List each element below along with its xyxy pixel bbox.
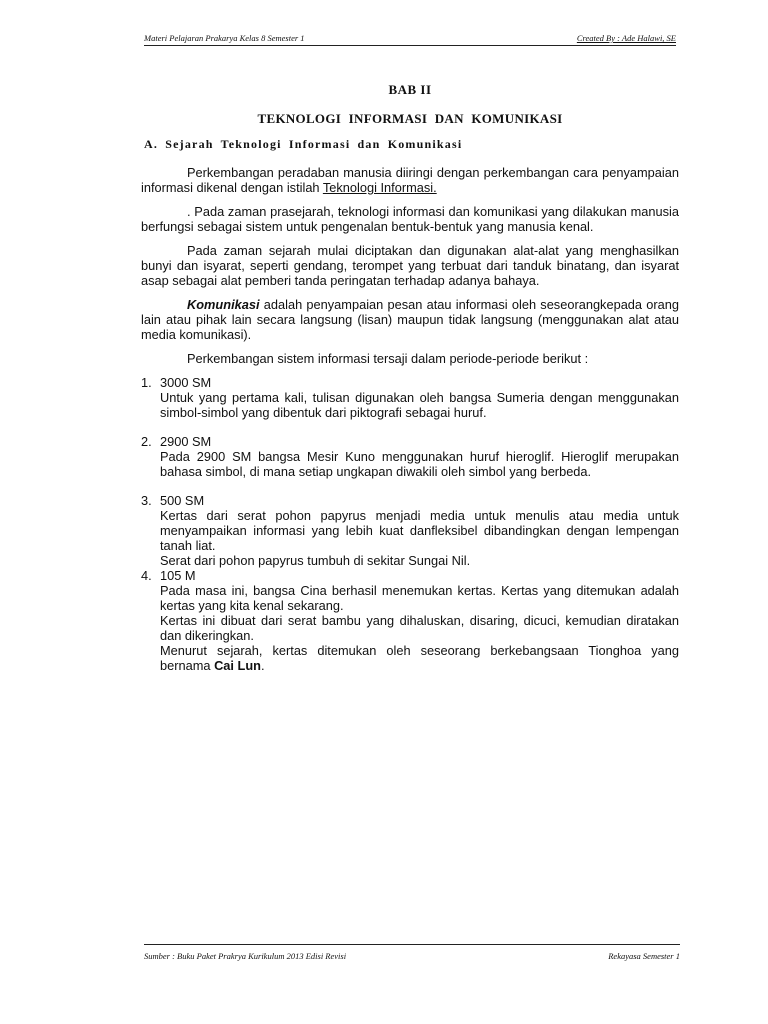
paragraph-5: Perkembangan sistem informasi tersaji dalam periode-periode berikut : <box>187 351 589 366</box>
list-period: 500 SM <box>160 493 205 508</box>
name-cai-lun: Cai Lun <box>214 658 261 673</box>
page-title: TEKNOLOGI INFORMASI DAN KOMUNIKASI <box>257 111 563 126</box>
list-item-4 <box>141 568 679 673</box>
list-period: 2900 SM <box>160 434 212 449</box>
list-text: Pada masa ini, bangsa Cina berhasil menemukan kertas. Kertas yang ditemukan adalah kertas yang kita kenal sekarang. <box>160 583 679 613</box>
list-text: Kertas dari serat pohon papyrus menjadi media untuk menulis atau media untuk menyampaikan informasi yang lebih kuat danfleksibel dibandingkan dengan lempengan tanah liat. <box>160 508 679 553</box>
list-text: Pada 2900 SM bangsa Mesir Kuno menggunakan huruf hieroglif. Hieroglif merupakan bahasa simbol, di mana setiap ungkapan diwakili oleh simbol yang berbeda. <box>160 449 679 479</box>
list-text <box>141 643 679 673</box>
paragraph-4 <box>141 297 679 342</box>
header-left-text: Materi Pelajaran Prakarya Kelas 8 Semester 1 <box>144 33 305 43</box>
footer-right-text: Rekayasa Semester 1 <box>608 951 680 961</box>
list-text: Kertas ini dibuat dari serat bambu yang dihaluskan, disaring, dicuci, kemudian diratakan dan dikeringkan. <box>160 613 679 643</box>
list-number: 1. <box>141 375 152 390</box>
paragraph-4-text: adalah penyampaian pesan atau informasi oleh seseorangkepada orang lain atau pihak lain secara langsung (lisan) maupun tidak langsung (menggunakan alat atau media komunikasi). <box>141 297 679 342</box>
paragraph-1 <box>141 165 679 195</box>
term-komunikasi: Komunikasi <box>187 297 260 312</box>
list-number: 2. <box>141 434 152 449</box>
chapter-label: BAB II <box>388 82 432 97</box>
term-teknologi-informasi: Teknologi Informasi. <box>322 180 437 195</box>
list-period: 105 M <box>160 568 196 583</box>
list-text: Untuk yang pertama kali, tulisan digunakan oleh bangsa Sumeria dengan menggunakan simbol-simbol yang dibentuk dari piktografi sebagai huruf. <box>160 390 679 420</box>
list-text-prefix: Menurut sejarah, kertas ditemukan oleh seseorang berkebangsaan Tionghoa yang bernama <box>160 643 679 673</box>
list-number: 3. <box>141 493 152 508</box>
paragraph-3: Pada zaman sejarah mulai diciptakan dan digunakan alat-alat yang menghasilkan bunyi dan isyarat, seperti gendang, terompet yang terbuat dari tanduk binatang, dan isyarat asap sebagai alat pemberi tanda peringatan terhadap adanya bahaya. <box>141 243 679 288</box>
document-body <box>141 165 679 673</box>
page-header <box>144 32 676 46</box>
paragraph-1-text: Perkembangan peradaban manusia diiringi dengan perkembangan cara penyampaian informasi dikenal dengan istilah <box>141 165 679 195</box>
list-text: Serat dari pohon papyrus tumbuh di sekitar Sungai Nil. <box>160 553 471 568</box>
section-heading: A. Sejarah Teknologi Informasi dan Komunikasi <box>144 137 463 151</box>
list-number: 4. <box>141 568 152 583</box>
page-footer <box>144 944 680 961</box>
list-item-3 <box>141 493 679 568</box>
list-period: 3000 SM <box>160 375 212 390</box>
footer-source-text: Sumber : Buku Paket Prakrya Kurikulum 2013 Edisi Revisi <box>144 951 347 961</box>
list-item-1 <box>141 375 679 420</box>
header-author-text: Created By : Ade Halawi, SE <box>576 33 676 43</box>
list-item-2 <box>141 434 679 479</box>
paragraph-2: . Pada zaman prasejarah, teknologi informasi dan komunikasi yang dilakukan manusia berfungsi sebagai sistem untuk pengenalan bentuk-bentuk yang manusia kenal. <box>141 204 679 234</box>
list-text-suffix: . <box>260 658 265 673</box>
